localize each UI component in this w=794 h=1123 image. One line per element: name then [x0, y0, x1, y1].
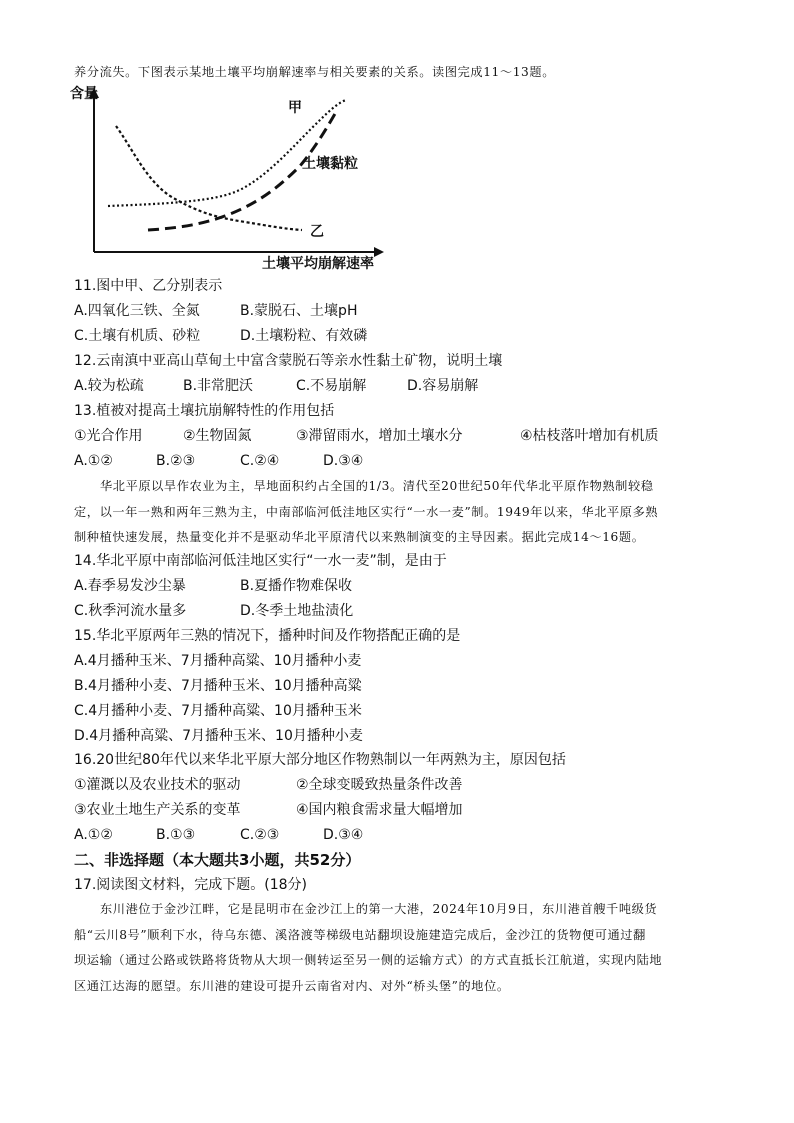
- q13-option-a[interactable]: A.①②: [74, 453, 113, 469]
- passage-north-china-plain: [74, 474, 722, 551]
- curve-jia-label: 甲: [288, 100, 302, 116]
- curve-clay-label: 土壤黏粒: [302, 156, 358, 172]
- passage-line: 华北平原以旱作农业为主，旱地面积约占全国的1/3。清代至20世纪50年代华北平原作物熟制较稳: [100, 479, 654, 493]
- q15-option-c[interactable]: C.4月播种小麦、7月播种高粱、10月播种玉米: [74, 703, 362, 719]
- section-heading-nonchoice: 二、非选择题（本大题共3小题，共52分）: [74, 851, 361, 869]
- y-axis-label: 含量: [70, 86, 98, 102]
- passage-line: 船“云川8号”顺利下水，待乌东德、溪洛渡等梯级电站翻坝设施建造完成后，金沙江的货物便可通过翻: [74, 927, 646, 942]
- q16-option-c[interactable]: C.②③: [240, 827, 280, 843]
- q14-option-a[interactable]: A.春季易发沙尘暴: [74, 578, 186, 594]
- q11-option-c[interactable]: C.土壤有机质、砂粒: [74, 328, 201, 344]
- q11-option-d[interactable]: D.土壤粉粒、有效磷: [240, 328, 368, 344]
- q16-stem: 16.20世纪80年代以来华北平原大部分地区作物熟制以一年两熟为主，原因包括: [74, 752, 566, 768]
- q13-option-c[interactable]: C.②④: [240, 453, 280, 469]
- q15-stem: 15.华北平原两年三熟的情况下，播种时间及作物搭配正确的是: [74, 628, 461, 644]
- passage-line: 区通江达海的愿望。东川港的建设可提升云南省对内、对外“桥头堡”的地位。: [74, 978, 510, 993]
- q13-statement-1: ①光合作用: [74, 428, 143, 444]
- intro-line: 养分流失。下图表示某地土壤平均崩解速率与相关要素的关系。读图完成11～13题。: [74, 65, 555, 79]
- q16-option-a[interactable]: A.①②: [74, 827, 113, 843]
- q15-option-d[interactable]: D.4月播种高粱、7月播种玉米、10月播种小麦: [74, 728, 363, 744]
- q11-stem: 11.图中甲、乙分别表示: [74, 278, 223, 294]
- intro-text: [74, 60, 722, 86]
- passage-dongchuan-port: [74, 897, 722, 999]
- q11-option-b[interactable]: B.蒙脱石、土壤pH: [240, 303, 358, 319]
- q15-option-a[interactable]: A.4月播种玉米、7月播种高粱、10月播种小麦: [74, 653, 362, 669]
- q13-statement-3: ③滞留雨水，增加土壤水分: [296, 428, 463, 444]
- q15-option-b[interactable]: B.4月播种小麦、7月播种玉米、10月播种高粱: [74, 678, 362, 694]
- q14-option-b[interactable]: B.夏播作物难保收: [240, 578, 353, 594]
- q16-statement-4: ④国内粮食需求量大幅增加: [296, 802, 463, 818]
- q14-stem: 14.华北平原中南部临河低洼地区实行“一水一麦”制，是由于: [74, 553, 447, 569]
- q13-statement-2: ②生物固氮: [183, 428, 252, 444]
- q12-option-b[interactable]: B.非常肥沃: [183, 378, 254, 394]
- soil-disintegration-chart: [70, 84, 390, 274]
- q12-option-d[interactable]: D.容易崩解: [407, 378, 479, 394]
- x-axis-arrow: [374, 247, 384, 257]
- q16-option-b[interactable]: B.①③: [156, 827, 196, 843]
- x-axis-label: 土壤平均崩解速率: [262, 256, 374, 272]
- q16-option-d[interactable]: D.③④: [323, 827, 364, 843]
- q13-option-d[interactable]: D.③④: [323, 453, 364, 469]
- q16-statement-3: ③农业土地生产关系的变革: [74, 802, 241, 818]
- q14-option-d[interactable]: D.冬季土地盐渍化: [240, 603, 354, 619]
- passage-line: 制种植快速发展，热量变化并不是驱动华北平原清代以来熟制演变的主导因素。据此完成14～16题。: [74, 530, 645, 544]
- q16-statement-2: ②全球变暖致热量条件改善: [296, 777, 463, 793]
- passage-line: 东川港位于金沙江畔，它是昆明市在金沙江上的第一大港，2024年10月9日，东川港首艘千吨级货: [100, 902, 658, 916]
- q11-option-a[interactable]: A.四氧化三铁、全氮: [74, 303, 200, 319]
- q17-stem: 17.阅读图文材料，完成下题。(18分): [74, 877, 308, 893]
- curve-yi-label: 乙: [310, 224, 324, 240]
- q12-stem: 12.云南滇中亚高山草甸土中富含蒙脱石等亲水性黏土矿物，说明土壤: [74, 353, 503, 369]
- q13-statement-4: ④枯枝落叶增加有机质: [520, 428, 659, 444]
- curve-yi: [116, 126, 302, 230]
- q12-option-c[interactable]: C.不易崩解: [296, 378, 367, 394]
- passage-line: 坝运输（通过公路或铁路将货物从大坝一侧转运至另一侧的运输方式）的方式直抵长江航道，实现内陆地: [74, 953, 663, 967]
- curve-jia: [108, 100, 346, 206]
- q12-option-a[interactable]: A.较为松疏: [74, 378, 144, 394]
- q13-stem: 13.植被对提高土壤抗崩解特性的作用包括: [74, 403, 335, 419]
- q16-statement-1: ①灌溉以及农业技术的驱动: [74, 777, 241, 793]
- q14-option-c[interactable]: C.秋季河流水量多: [74, 603, 187, 619]
- q13-option-b[interactable]: B.②③: [156, 453, 196, 469]
- passage-line: 定，以一年一熟和两年三熟为主，中南部临河低洼地区实行“一水一麦”制。1949年以来，华北平原多熟: [74, 504, 659, 519]
